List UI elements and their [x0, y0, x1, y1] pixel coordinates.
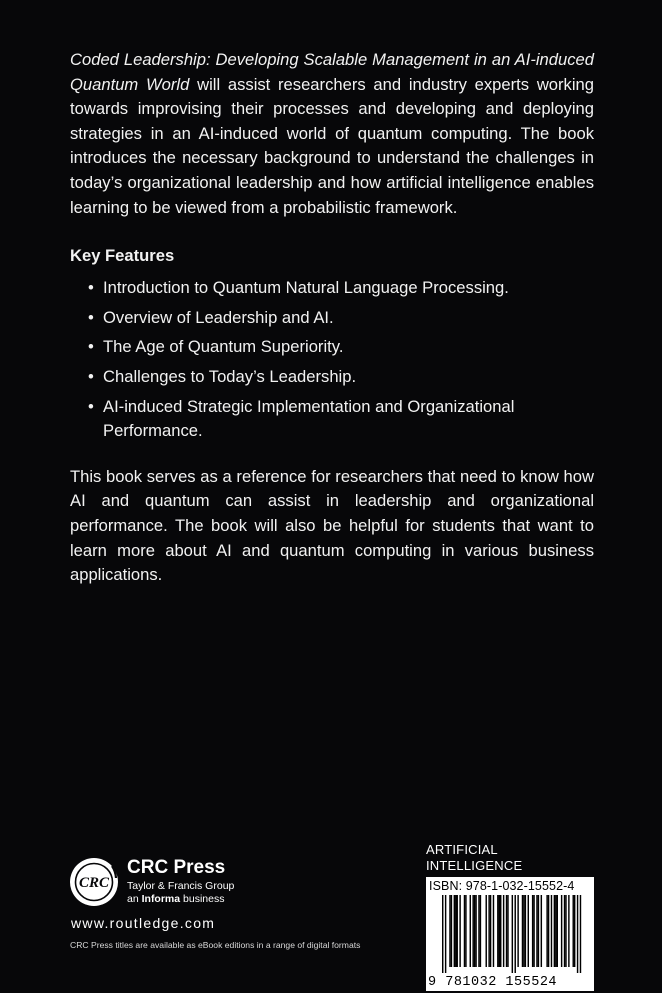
barcode-bar — [551, 895, 552, 967]
barcode-bar — [548, 895, 549, 967]
barcode-bar — [480, 895, 481, 967]
barcode-bar — [564, 895, 565, 967]
barcode-bar — [445, 895, 446, 973]
publisher-block — [68, 856, 388, 931]
barcode-bar — [478, 895, 479, 967]
barcode-bar — [506, 895, 507, 967]
barcode-bar — [503, 895, 504, 967]
barcode-bar — [455, 895, 456, 967]
barcode-bar — [574, 895, 575, 967]
bullet-icon: • — [88, 366, 94, 386]
barcode-bar — [500, 895, 501, 967]
barcode-bar — [459, 895, 460, 967]
isbn-label: ISBN: 978-1-032-15552-4 — [429, 879, 575, 893]
publisher-group: Taylor & Francis Group — [127, 880, 235, 892]
barcode-bar — [528, 895, 529, 967]
barcode-box — [426, 877, 594, 991]
barcode-bar — [557, 895, 558, 967]
barcode-bar — [457, 895, 458, 967]
barcode-bar — [573, 895, 574, 967]
barcode-bar — [488, 895, 489, 967]
barcode-bar — [474, 895, 475, 967]
barcode-bar — [515, 895, 516, 973]
list-item: • The Age of Quantum Superiority. — [70, 335, 594, 360]
list-item: • Introduction to Quantum Natural Language Processing. — [70, 276, 594, 301]
description-body: will assist researchers and industry experts working towards improvising their processes and developing and deploying strategies in an AI-induced world of quantum computing. The book introduces the necessary background to understand the challenges in today’s organizational leadership and how artificial intelligence enables learning to be viewed from a probabilistic framework. — [70, 74, 594, 217]
barcode-bar — [546, 895, 547, 967]
barcode-bar — [464, 895, 465, 967]
barcode-bar — [532, 895, 533, 967]
closing-paragraph: This book serves as a reference for researchers that need to know how AI and quantum can assist in leadership and organizational performance. The book will also be helpful for students that want to learn more about AI and quantum computing in various business applications. — [70, 466, 594, 585]
barcode-bar — [497, 895, 498, 967]
logo-text: CRC — [78, 875, 110, 891]
barcode-bar — [451, 895, 452, 967]
publisher-logo-row — [68, 856, 388, 908]
key-features-heading: Key Features — [70, 246, 175, 266]
barcode-bar — [533, 895, 534, 967]
barcode-bar — [565, 895, 566, 967]
barcode-bar — [555, 895, 556, 967]
barcode-bar — [442, 895, 443, 973]
barcode-bar — [490, 895, 491, 967]
list-item: • Overview of Leadership and AI. — [70, 306, 594, 331]
barcode-bar — [523, 895, 524, 967]
barcode-bar — [470, 895, 471, 967]
barcode-bar — [465, 895, 466, 967]
barcode-bar — [541, 895, 542, 967]
publisher-informa: an Informa business — [127, 893, 225, 905]
key-features-list — [70, 276, 594, 444]
barcode-bar — [538, 895, 539, 967]
bullet-icon: • — [88, 396, 94, 416]
barcode-graphic — [430, 895, 590, 973]
barcode-bar — [525, 895, 526, 967]
bullet-icon: • — [88, 307, 94, 327]
publisher-text — [127, 858, 234, 906]
barcode-bar — [493, 895, 494, 967]
barcode-bar — [561, 895, 562, 967]
barcode-bar — [517, 895, 518, 967]
barcode-bar — [507, 895, 508, 967]
barcode-bar — [522, 895, 523, 967]
list-item: • Challenges to Today’s Leadership. — [70, 365, 594, 390]
crc-logo-icon — [68, 856, 120, 908]
publisher-name: CRC Press — [127, 857, 226, 878]
back-cover-text — [70, 48, 594, 588]
barcode-bar — [536, 895, 537, 967]
bullet-icon: • — [88, 337, 94, 357]
barcode-bar — [577, 895, 578, 973]
barcode-bar — [499, 895, 500, 967]
book-title: Coded Leadership: Developing Scalable Management in an AI-induced Quantum World — [70, 50, 594, 94]
barcode-bar — [472, 895, 473, 967]
barcode-bar — [475, 895, 476, 967]
list-item: • AI-induced Strategic Implementation and Organizational Performance. — [88, 396, 515, 441]
ebook-note: CRC Press titles are available as eBook editions in a range of digital formats — [70, 940, 361, 950]
subject-category: ARTIFICIAL INTELLIGENCE — [426, 842, 523, 873]
barcode-block — [426, 842, 594, 991]
publisher-website: www.routledge.com — [71, 915, 216, 931]
barcode-bar — [580, 895, 581, 973]
bullet-icon: • — [88, 278, 94, 298]
barcode-bar — [486, 895, 487, 967]
barcode-number: 9 781032 155524 — [428, 975, 558, 990]
barcode-bar — [512, 895, 513, 973]
barcode-bar — [568, 895, 569, 967]
barcode-bar — [449, 895, 450, 967]
description-paragraph — [70, 48, 594, 220]
barcode-bar — [554, 895, 555, 967]
barcode-bar — [454, 895, 455, 967]
